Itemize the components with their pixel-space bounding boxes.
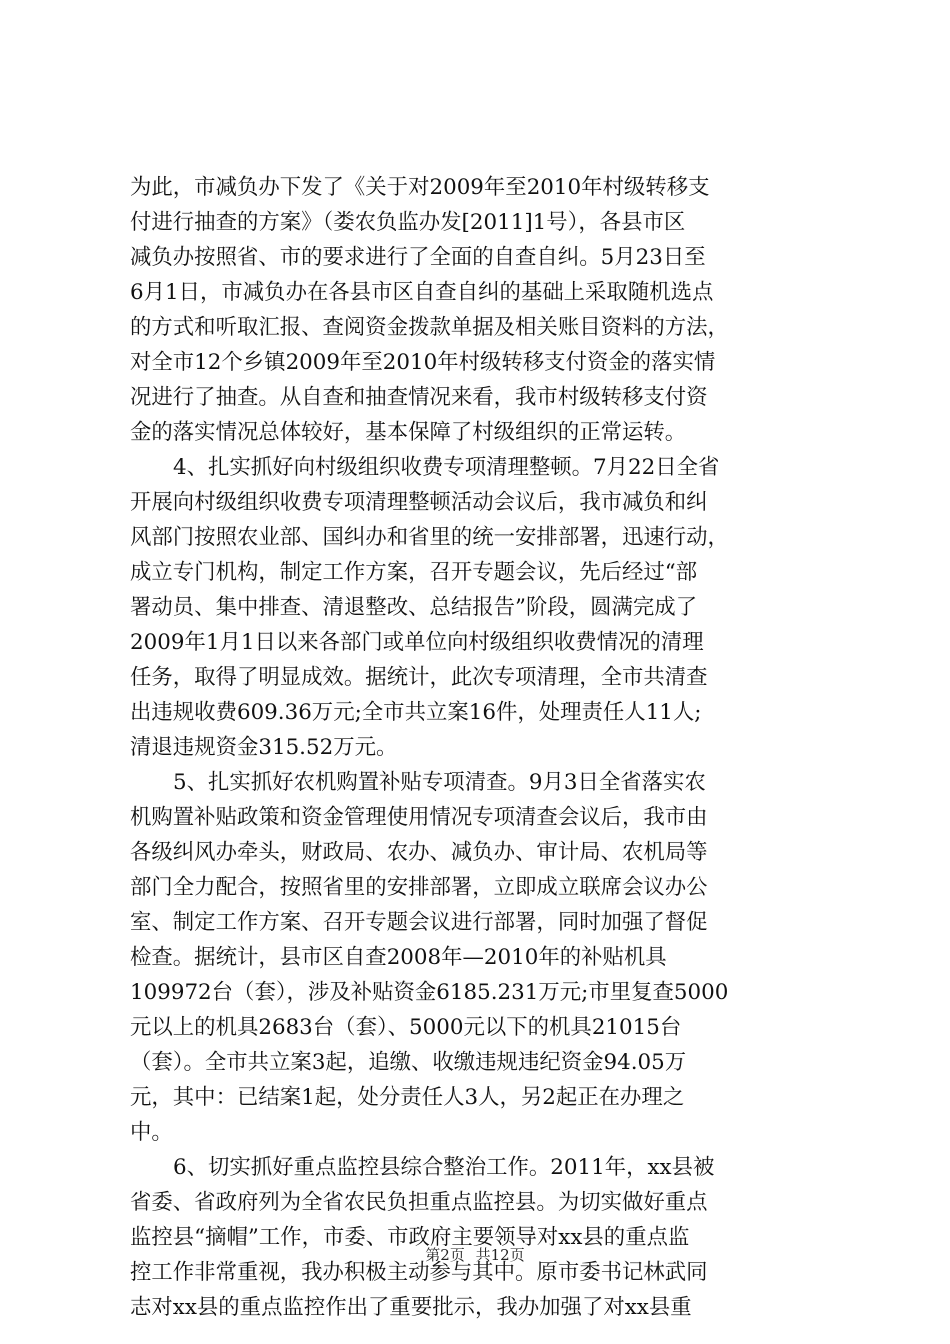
body-line: 金的落实情况总体较好，基本保障了村级组织的正常运转。 bbox=[130, 420, 687, 445]
body-line: 志对xx县的重点监控作出了重要批示，我办加强了对xx县重 bbox=[130, 1295, 692, 1320]
body-line: 为此，市减负办下发了《关于对2009年至2010年村级转移支 bbox=[130, 175, 710, 200]
body-line: 付进行抽查的方案》（娄农负监办发[2011]1号），各县市区 bbox=[130, 210, 686, 235]
body-line: 清退违规资金315.52万元。 bbox=[130, 735, 398, 760]
body-line: 监控县“摘帽”工作，市委、市政府主要领导对xx县的重点监 bbox=[130, 1225, 690, 1250]
paragraph-start-line: 4、扎实抓好向村级组织收费专项清理整顿。7月22日全省 bbox=[173, 455, 720, 480]
paragraph-start-line: 5、扎实抓好农机购置补贴专项清查。9月3日全省落实农 bbox=[173, 770, 706, 795]
body-line: 2009年1月1日以来各部门或单位向村级组织收费情况的清理 bbox=[130, 630, 704, 655]
body-line: 109972台（套），涉及补贴资金6185.231万元;市里复查5000 bbox=[130, 980, 729, 1005]
body-line: 的方式和听取汇报、查阅资金拨款单据及相关账目资料的方法， bbox=[130, 315, 729, 340]
body-line: 6月1日，市减负办在各县市区自查自纠的基础上采取随机选点 bbox=[130, 280, 714, 305]
body-line: 出违规收费609.36万元;全市共立案16件，处理责任人11人; bbox=[130, 700, 702, 725]
body-line: 况进行了抽查。从自查和抽查情况来看，我市村级转移支付资 bbox=[130, 385, 708, 410]
body-line: 元以上的机具2683台（套）、5000元以下的机具21015台 bbox=[130, 1015, 682, 1040]
body-line: 风部门按照农业部、国纠办和省里的统一安排部署，迅速行动， bbox=[130, 525, 729, 550]
body-line: 中。 bbox=[130, 1120, 173, 1145]
body-line: （套）。全市共立案3起，追缴、收缴违规违纪资金94.05万 bbox=[130, 1050, 687, 1075]
body-line: 减负办按照省、市的要求进行了全面的自查自纠。5月23日至 bbox=[130, 245, 706, 270]
page-footer bbox=[0, 1245, 950, 1265]
body-line: 署动员、集中排查、清退整改、总结报告”阶段，圆满完成了 bbox=[130, 595, 698, 620]
body-line: 检查。据统计，县市区自查2008年—2010年的补贴机具 bbox=[130, 945, 667, 970]
body-line: 元，其中：已结案1起，处分责任人3人，另2起正在办理之 bbox=[130, 1085, 685, 1110]
page-total: 共12页 bbox=[475, 1246, 525, 1264]
body-line: 部门全力配合，按照省里的安排部署，立即成立联席会议办公 bbox=[130, 875, 708, 900]
body-line: 省委、省政府列为全省农民负担重点监控县。为切实做好重点 bbox=[130, 1190, 708, 1215]
body-line: 室、制定工作方案、召开专题会议进行部署，同时加强了督促 bbox=[130, 910, 708, 935]
body-line: 机购置补贴政策和资金管理使用情况专项清查会议后，我市由 bbox=[130, 805, 708, 830]
body-line: 各级纠风办牵头，财政局、农办、减负办、审计局、农机局等 bbox=[130, 840, 708, 865]
body-line: 对全市12个乡镇2009年至2010年村级转移支付资金的落实情 bbox=[130, 350, 716, 375]
document-body bbox=[130, 170, 830, 1325]
paragraph-start-line: 6、切实抓好重点监控县综合整治工作。2011年，xx县被 bbox=[173, 1155, 715, 1180]
body-line: 成立专门机构，制定工作方案，召开专题会议，先后经过“部 bbox=[130, 560, 698, 585]
body-line: 开展向村级组织收费专项清理整顿活动会议后，我市减负和纠 bbox=[130, 490, 708, 515]
page-number: 第2页 bbox=[425, 1246, 465, 1264]
body-line: 任务，取得了明显成效。据统计，此次专项清理，全市共清查 bbox=[130, 665, 708, 690]
body-line: 控工作非常重视，我办积极主动参与其中。原市委书记林武同 bbox=[130, 1260, 708, 1285]
